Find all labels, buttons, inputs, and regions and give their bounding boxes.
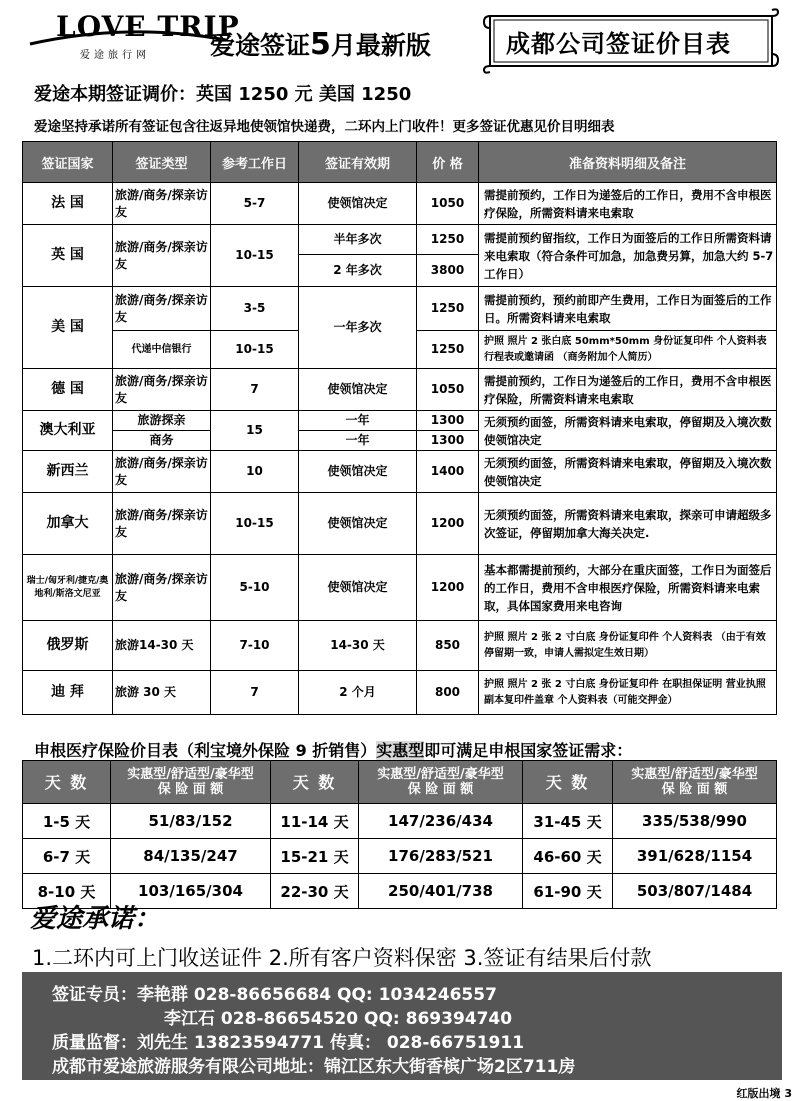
- scroll-banner: [482, 8, 782, 74]
- days-cell: 10-15: [211, 331, 299, 369]
- country-cell: 新西兰: [23, 451, 113, 493]
- note-cell: 需提前预约，工作日为递签后的工作日，费用不含申根医疗保险，所需资料请来电索取: [479, 183, 777, 225]
- note-cell: 需提前预约，预约前即产生费用，工作日为面签后的工作日。所需资料请来电索取: [479, 287, 777, 331]
- contact-line-1: 签证专员：李艳群 028-86656684 QQ: 1034246557: [52, 985, 497, 1005]
- validity-cell: 使领馆决定: [299, 369, 417, 411]
- days-cell: 7: [211, 369, 299, 411]
- insurance-title-highlight: 实惠型: [376, 741, 425, 760]
- table-row-uk: [23, 225, 777, 255]
- price-cell: 1200: [417, 493, 479, 555]
- price-cell: 1050: [417, 369, 479, 411]
- country-cell: 美 国: [23, 287, 113, 369]
- brand-logo: [28, 8, 240, 61]
- col-header-validity: 签证有效期: [299, 142, 417, 183]
- col-header-type: 签证类型: [113, 142, 211, 183]
- country-cell: 瑞士/匈牙利/捷克/奥地利/斯洛文尼亚: [23, 555, 113, 621]
- table-row-canada: [23, 493, 777, 555]
- scroll-title: 成都公司签证价目表: [506, 30, 731, 58]
- note-cell: 护照 照片 2 张 2 寸白底 身份证复印件 个人资料表 （由于有效停留期一致，申请人需拟定生效日期）: [479, 621, 777, 671]
- country-cell: 加拿大: [23, 493, 113, 555]
- col-header-country: 签证国家: [23, 142, 113, 183]
- promise-title: 爱途承诺：: [30, 904, 161, 934]
- note-cell: 无须预约面签，所需资料请来电索取，停留期及入境次数使领馆决定: [479, 411, 777, 451]
- days-cell: 7: [211, 671, 299, 715]
- type-cell: 旅游探亲: [113, 411, 211, 431]
- note-cell: 护照 照片 2 张 2 寸白底 身份证复印件 在职担保证明 营业执照副本复印件盖章 个人资料表（可能交押金）: [479, 671, 777, 715]
- validity-cell: 使领馆决定: [299, 555, 417, 621]
- type-cell: 旅游/商务/探亲访友: [113, 555, 211, 621]
- type-cell: 旅游/商务/探亲访友: [113, 287, 211, 331]
- address-line: 成都市爱途旅游服务有限公司地址：锦江区东大街香槟广场2区711房: [52, 1057, 576, 1077]
- price-cell: 1200: [417, 555, 479, 621]
- logo-swoosh-icon: [28, 28, 228, 48]
- col-header-price: 价 格: [417, 142, 479, 183]
- logo-subtitle: 爱途旅行网: [80, 50, 150, 61]
- table-row-russia: [23, 621, 777, 671]
- table-row-schengen-others: [23, 555, 777, 621]
- header-plan: 实惠型/舒适型/豪华型 保 险 面 额: [111, 761, 271, 804]
- days-cell: 5-10: [211, 555, 299, 621]
- col-header-notes: 准备资料明细及备注: [479, 142, 777, 183]
- table-row: 6-7 天 84/135/247 15-21 天 176/283/521 46-60 天 391/628/1154: [23, 839, 777, 874]
- table-row-dubai: [23, 671, 777, 715]
- note-cell: 无须预约面签，所需资料请来电索取，探亲可申请超级多次签证，停留期加拿大海关决定.: [479, 493, 777, 555]
- validity-cell: 2 年多次: [299, 255, 417, 287]
- validity-cell: 一年: [299, 431, 417, 451]
- contact-footer: [22, 972, 782, 1080]
- price-adjust-line: 爱途本期签证调价：英国 1250 元 美国 1250: [34, 84, 412, 105]
- table-header-row: [23, 142, 777, 183]
- note-cell: 需提前预约，工作日为递签后的工作日，费用不含申根医疗保险，所需资料请来电索取: [479, 369, 777, 411]
- price-cell: 1050: [417, 183, 479, 225]
- contact-line-2: 李江石 028-86654520 QQ: 869394740: [164, 1009, 513, 1029]
- header-days: 天 数: [271, 761, 359, 804]
- insurance-title: 申根医疗保险价目表（利宝境外保险 9 折销售）实惠型即可满足申根国家签证需求：: [34, 741, 633, 760]
- table-row-australia: [23, 411, 777, 431]
- country-cell: 德 国: [23, 369, 113, 411]
- validity-cell: 14-30 天: [299, 621, 417, 671]
- days-cell: 3-5: [211, 287, 299, 331]
- price-cell: 1300: [417, 431, 479, 451]
- days-cell: 10-15: [211, 493, 299, 555]
- table-row-france: [23, 183, 777, 225]
- note-cell: 基本都需提前预约，大部分在重庆面签，工作日为面签后的工作日，费用不含申根医疗保险，所需资料请来电索取，具体国家费用来电咨询: [479, 555, 777, 621]
- type-cell: 旅游/商务/探亲访友: [113, 183, 211, 225]
- header-plan: 实惠型/舒适型/豪华型 保 险 面 额: [359, 761, 523, 804]
- country-cell: 俄罗斯: [23, 621, 113, 671]
- price-cell: 1250: [417, 331, 479, 369]
- note-cell: 护照 照片 2 张白底 50mm*50mm 身份证复印件 个人资料表 行程表或邀请函 （商务附加个人简历）: [479, 331, 777, 369]
- promise-items: 1.二环内可上门收送证件 2.所有客户资料保密 3.签证有结果后付款: [32, 946, 652, 970]
- promise-line: 爱途坚持承诺所有签证包含往返异地使领馆快递费，二环内上门收件！更多签证优惠见价目明细表: [34, 119, 615, 135]
- header-days: 天 数: [23, 761, 111, 804]
- table-row: 8-10 天 103/165/304 22-30 天 250/401/738 61-90 天 503/807/1484: [23, 874, 777, 909]
- note-cell: 需提前预约留指纹，工作日为面签后的工作日所需资料请来电索取（符合条件可加急，加急费另算，加急大约 5-7 工作日）: [479, 225, 777, 287]
- validity-cell: 使领馆决定: [299, 183, 417, 225]
- validity-cell: 2 个月: [299, 671, 417, 715]
- page-number: 红版出境 3: [736, 1087, 792, 1100]
- table-row-nz: [23, 451, 777, 493]
- insurance-header-row: [23, 761, 777, 804]
- type-cell: 旅游/商务/探亲访友: [113, 451, 211, 493]
- visa-price-table: [22, 141, 777, 715]
- type-cell: 旅游/商务/探亲访友: [113, 225, 211, 287]
- country-cell: 法 国: [23, 183, 113, 225]
- days-cell: 7-10: [211, 621, 299, 671]
- price-cell: 850: [417, 621, 479, 671]
- table-row-us: [23, 287, 777, 331]
- validity-cell: 半年多次: [299, 225, 417, 255]
- note-cell: 无须预约面签，所需资料请来电索取，停留期及入境次数使领馆决定: [479, 451, 777, 493]
- price-cell: 1250: [417, 225, 479, 255]
- logo-text: LOVE TRIP: [56, 10, 240, 43]
- validity-cell: 使领馆决定: [299, 493, 417, 555]
- price-cell: 1250: [417, 287, 479, 331]
- price-cell: 1300: [417, 411, 479, 431]
- type-cell: 代递中信银行: [113, 331, 211, 369]
- days-cell: 15: [211, 411, 299, 451]
- country-cell: 英 国: [23, 225, 113, 287]
- page-title: 爱途签证5月最新版: [210, 27, 431, 62]
- type-cell: 商务: [113, 431, 211, 451]
- days-cell: 10-15: [211, 225, 299, 287]
- validity-cell: 使领馆决定: [299, 451, 417, 493]
- country-cell: 迪 拜: [23, 671, 113, 715]
- days-cell: 5-7: [211, 183, 299, 225]
- header-plan: 实惠型/舒适型/豪华型 保 险 面 额: [613, 761, 777, 804]
- col-header-days: 参考工作日: [211, 142, 299, 183]
- supervisor-line: 质量监督：刘先生 13823594771 传真： 028-66751911: [52, 1033, 525, 1053]
- insurance-price-table: [22, 760, 777, 909]
- days-cell: 10: [211, 451, 299, 493]
- table-row-germany: [23, 369, 777, 411]
- type-cell: 旅游/商务/探亲访友: [113, 369, 211, 411]
- validity-cell: 一年: [299, 411, 417, 431]
- price-cell: 1400: [417, 451, 479, 493]
- price-cell: 3800: [417, 255, 479, 287]
- type-cell: 旅游/商务/探亲访友: [113, 493, 211, 555]
- validity-cell: 一年多次: [299, 287, 417, 369]
- type-cell: 旅游14-30 天: [113, 621, 211, 671]
- type-cell: 旅游 30 天: [113, 671, 211, 715]
- table-row: 1-5 天 51/83/152 11-14 天 147/236/434 31-45 天 335/538/990: [23, 804, 777, 839]
- country-cell: 澳大利亚: [23, 411, 113, 451]
- header-days: 天 数: [523, 761, 613, 804]
- price-cell: 800: [417, 671, 479, 715]
